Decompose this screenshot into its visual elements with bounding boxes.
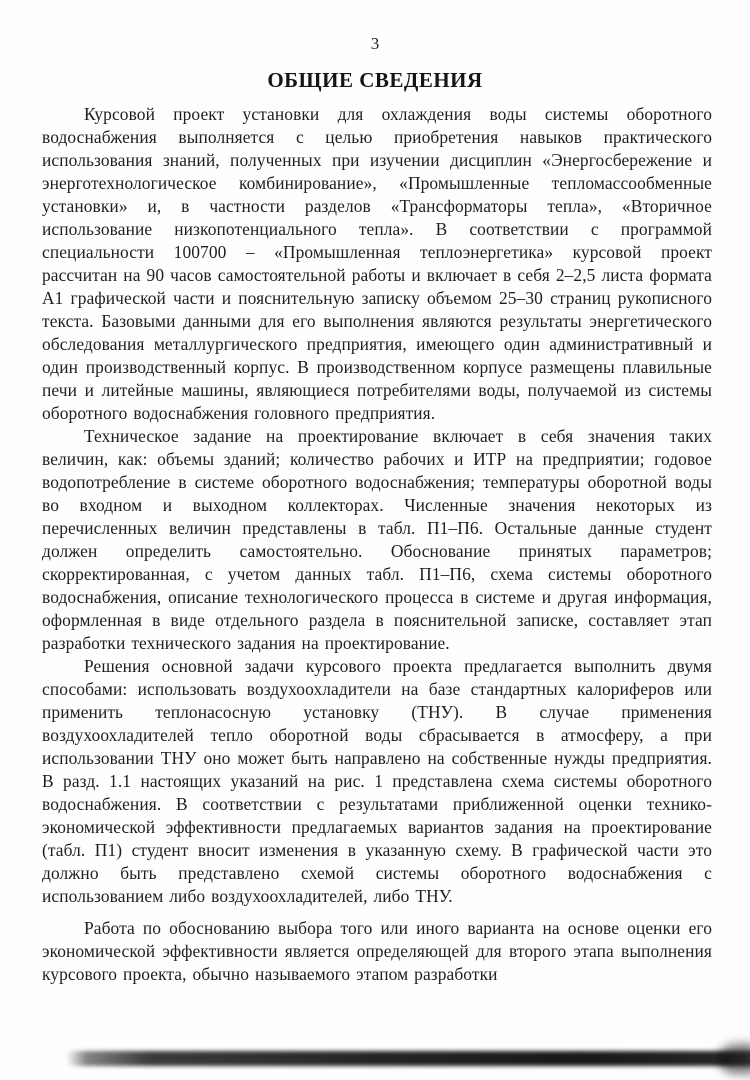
paragraph: Курсовой проект установки для охлаждения воды системы оборотного водоснабжения выполняется с целью приобретения навыков практического использования знаний, полученных при изучении дисциплин «Энергосбережение и энерготехнологическое комбинирование», «Промышленные тепломассообменные установки» и, в частности разделов «Трансформаторы тепла», «Вторичное использование низкопотенциального тепла». В соответствии с программой специальности 100700 – «Промышленная теплоэнергетика» курсовой проект рассчитан на 90 часов самостоятельной работы и включает в себя 2–2,5 листа формата А1 графической части и пояснительную записку объемом 25–30 страниц рукописного текста. Базовыми данными для его выполнения являются результаты энергетического обследования металлургического предприятия, имеющего один административный и один производственный корпус. В производственном корпусе размещены плавильные печи и литейные машины, являющиеся потребителями воды, получаемой из системы оборотного водоснабжения головного предприятия. bbox=[42, 104, 712, 423]
page-title: ОБЩИЕ СВЕДЕНИЯ bbox=[267, 68, 483, 92]
paragraph: Решения основной задачи курсового проекта предлагается выполнить двумя способами: использовать воздухоохладители на базе стандартных калориферов или применить теплонасосную установку (ТНУ). В случае применения воздухоохладителей тепло оборотной воды сбрасывается в атмосферу, а при использовании ТНУ оно может быть направлено на собственные нужды предприятия. В разд. 1.1 настоящих указаний на рис. 1 представлена схема системы оборотного водоснабжения. В соответствии с результатами приближенной оценки технико-экономической эффективности предлагаемых вариантов задания на проектирование (табл. П1) студент вносит изменения в указанную схему. В графической части это должно быть представлено схемой системы оборотного водоснабжения с использованием либо воздухоохладителей, либо ТНУ. bbox=[42, 656, 712, 906]
paragraph: Техническое задание на проектирование включает в себя значения таких величин, как: объемы зданий; количество рабочих и ИТР на предприятии; годовое водопотребление в системе оборотного водоснабжения; температуры оборотной воды во входном и выходном коллекторах. Численные значения некоторых из перечисленных величин представлены в табл. П1–П6. Остальные данные студент должен определить самостоятельно. Обоснование принятых параметров; скорректированная, с учетом данных табл. П1–П6, схема системы оборотного водоснабжения, описание технологического процесса в системе и другая информация, оформленная в виде отдельного раздела в пояснительной записке, составляет этап разработки технического задания на проектирование. bbox=[42, 426, 712, 653]
scan-shadow-artifact bbox=[66, 1051, 750, 1066]
document-body bbox=[0, 103, 750, 986]
page-number: 3 bbox=[370, 34, 380, 53]
paragraph: Работа по обоснованию выбора того или иного варианта на основе оценки его экономической эффективности является определяющей для второго этапа выполнения курсового проекта, обычно называемого этапом разработки bbox=[42, 918, 712, 984]
